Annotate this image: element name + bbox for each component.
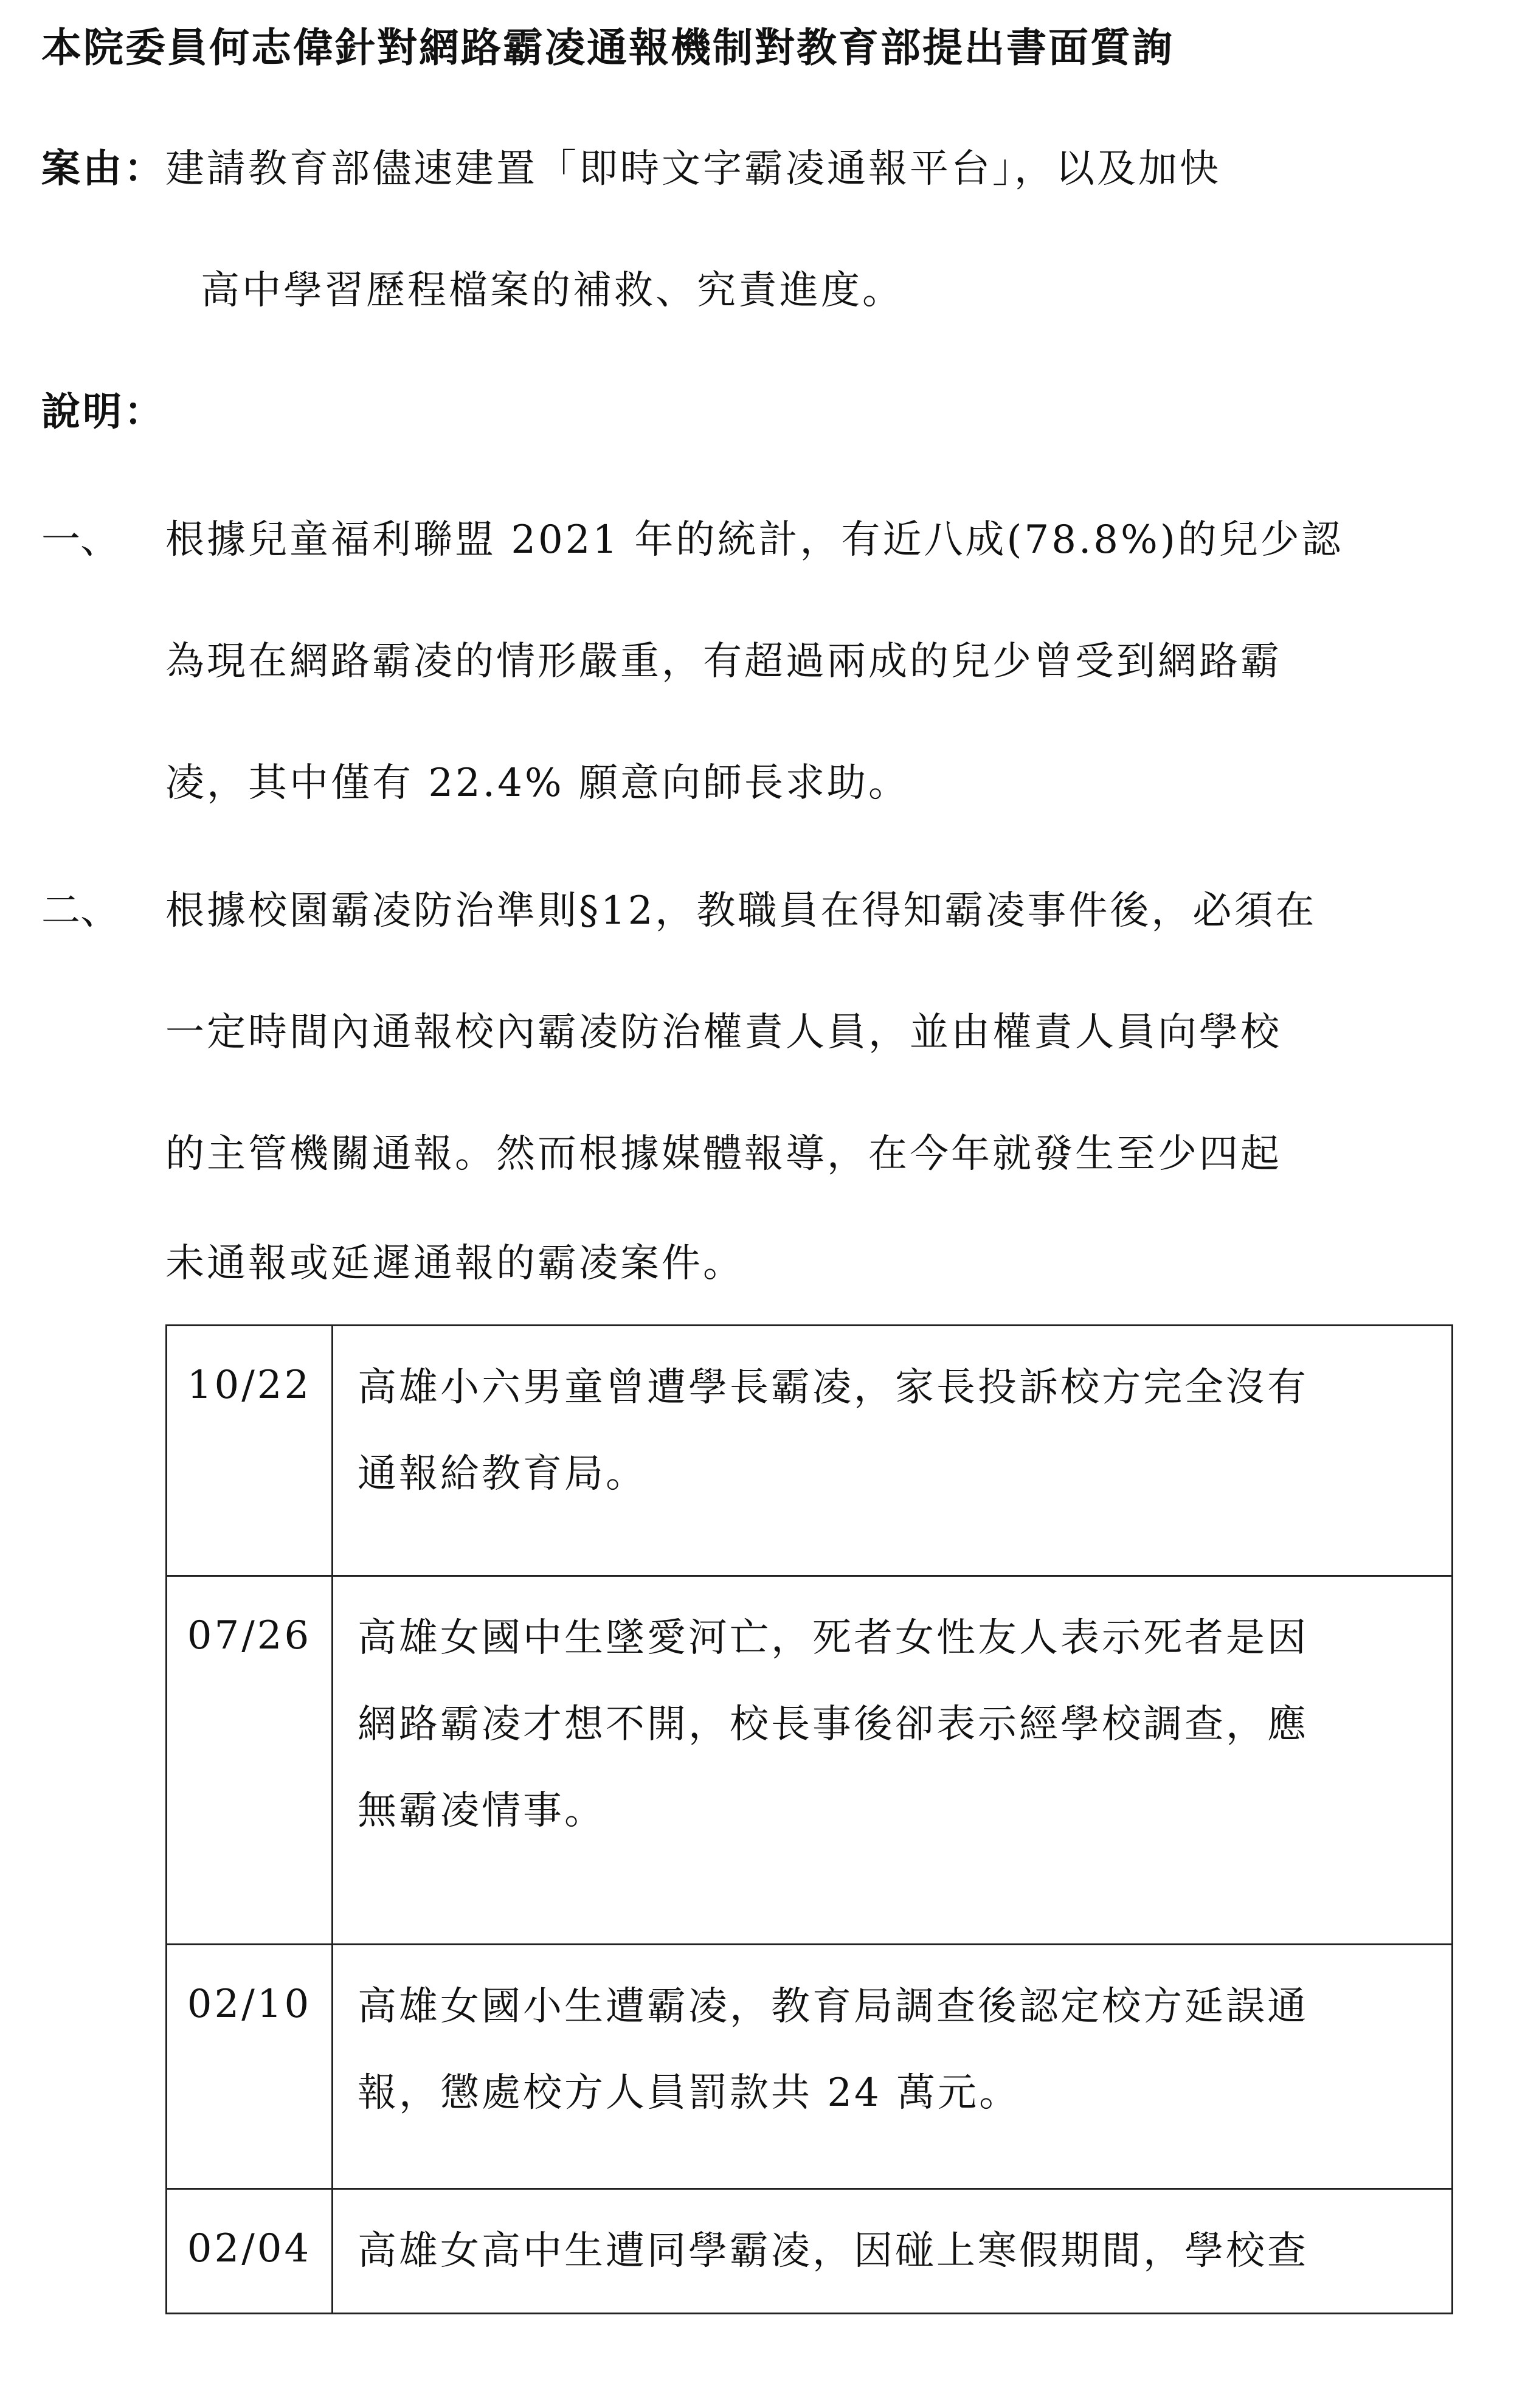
incident-description (333, 1326, 1453, 1576)
incident-date: 02/04 (167, 2189, 333, 2314)
incident-line: 無霸凌情事。 (358, 1788, 606, 1833)
item-2-line-1: 根據校園霸凌防治準則§12，教職員在得知霸凌事件後，必須在 (165, 888, 1317, 933)
incident-line: 高雄女國中生墜愛河亡，死者女性友人表示死者是因 (358, 1616, 1308, 1661)
incident-line: 高雄小六男童曾遭學長霸凌，家長投訴校方完全沒有 (358, 1365, 1308, 1410)
item-2-marker: 二、 (41, 888, 119, 933)
incident-line: 高雄女國小生遭霸凌，教育局調查後認定校方延誤通 (358, 1984, 1308, 2029)
table-row (167, 2189, 1453, 2314)
table-row (167, 1576, 1453, 1945)
item-1-line-1: 根據兒童福利聯盟 2021 年的統計，有近八成(78.8%)的兒少認 (165, 517, 1343, 562)
incident-description (333, 1945, 1453, 2189)
incident-description (333, 1576, 1453, 1945)
incidents-table (165, 1324, 1453, 2314)
incident-date: 10/22 (167, 1326, 333, 1576)
item-2-line-3: 的主管機關通報。然而根據媒體報導，在今年就發生至少四起 (165, 1132, 1282, 1177)
item-1-line-3: 凌，其中僅有 22.4% 願意向師長求助。 (165, 761, 910, 806)
incident-line: 通報給教育局。 (358, 1451, 647, 1496)
item-2-line-2: 一定時間內通報校內霸凌防治權責人員，並由權責人員向學校 (165, 1010, 1282, 1055)
incident-line: 網路霸凌才想不開，校長事後卻表示經學校調查，應 (358, 1702, 1308, 1747)
item-1-line-2: 為現在網路霸凌的情形嚴重，有超過兩成的兒少曾受到網路霸 (165, 639, 1282, 684)
case-line-1 (41, 145, 1221, 193)
item-1-marker: 一、 (41, 517, 119, 562)
incident-date: 07/26 (167, 1576, 333, 1945)
explanation-label: 說明： (41, 389, 165, 435)
incident-line: 報，懲處校方人員罰款共 24 萬元。 (358, 2071, 1021, 2116)
item-2-line-4: 未通報或延遲通報的霸凌案件。 (165, 1241, 744, 1286)
case-line-2: 高中學習歷程檔案的補救、究責進度。 (201, 268, 904, 313)
table-row (167, 1326, 1453, 1576)
table-row (167, 1945, 1453, 2189)
incident-line: 高雄女高中生遭同學霸凌，因碰上寒假期間，學校查 (358, 2229, 1308, 2274)
case-text-1: 建請教育部儘速建置「即時文字霸凌通報平台」，以及加快 (165, 147, 1221, 192)
incident-description (333, 2189, 1453, 2314)
document-title: 本院委員何志偉針對網路霸凌通報機制對教育部提出書面質詢 (41, 24, 1174, 71)
case-label: 案由： (41, 146, 165, 192)
incident-date: 02/10 (167, 1945, 333, 2189)
